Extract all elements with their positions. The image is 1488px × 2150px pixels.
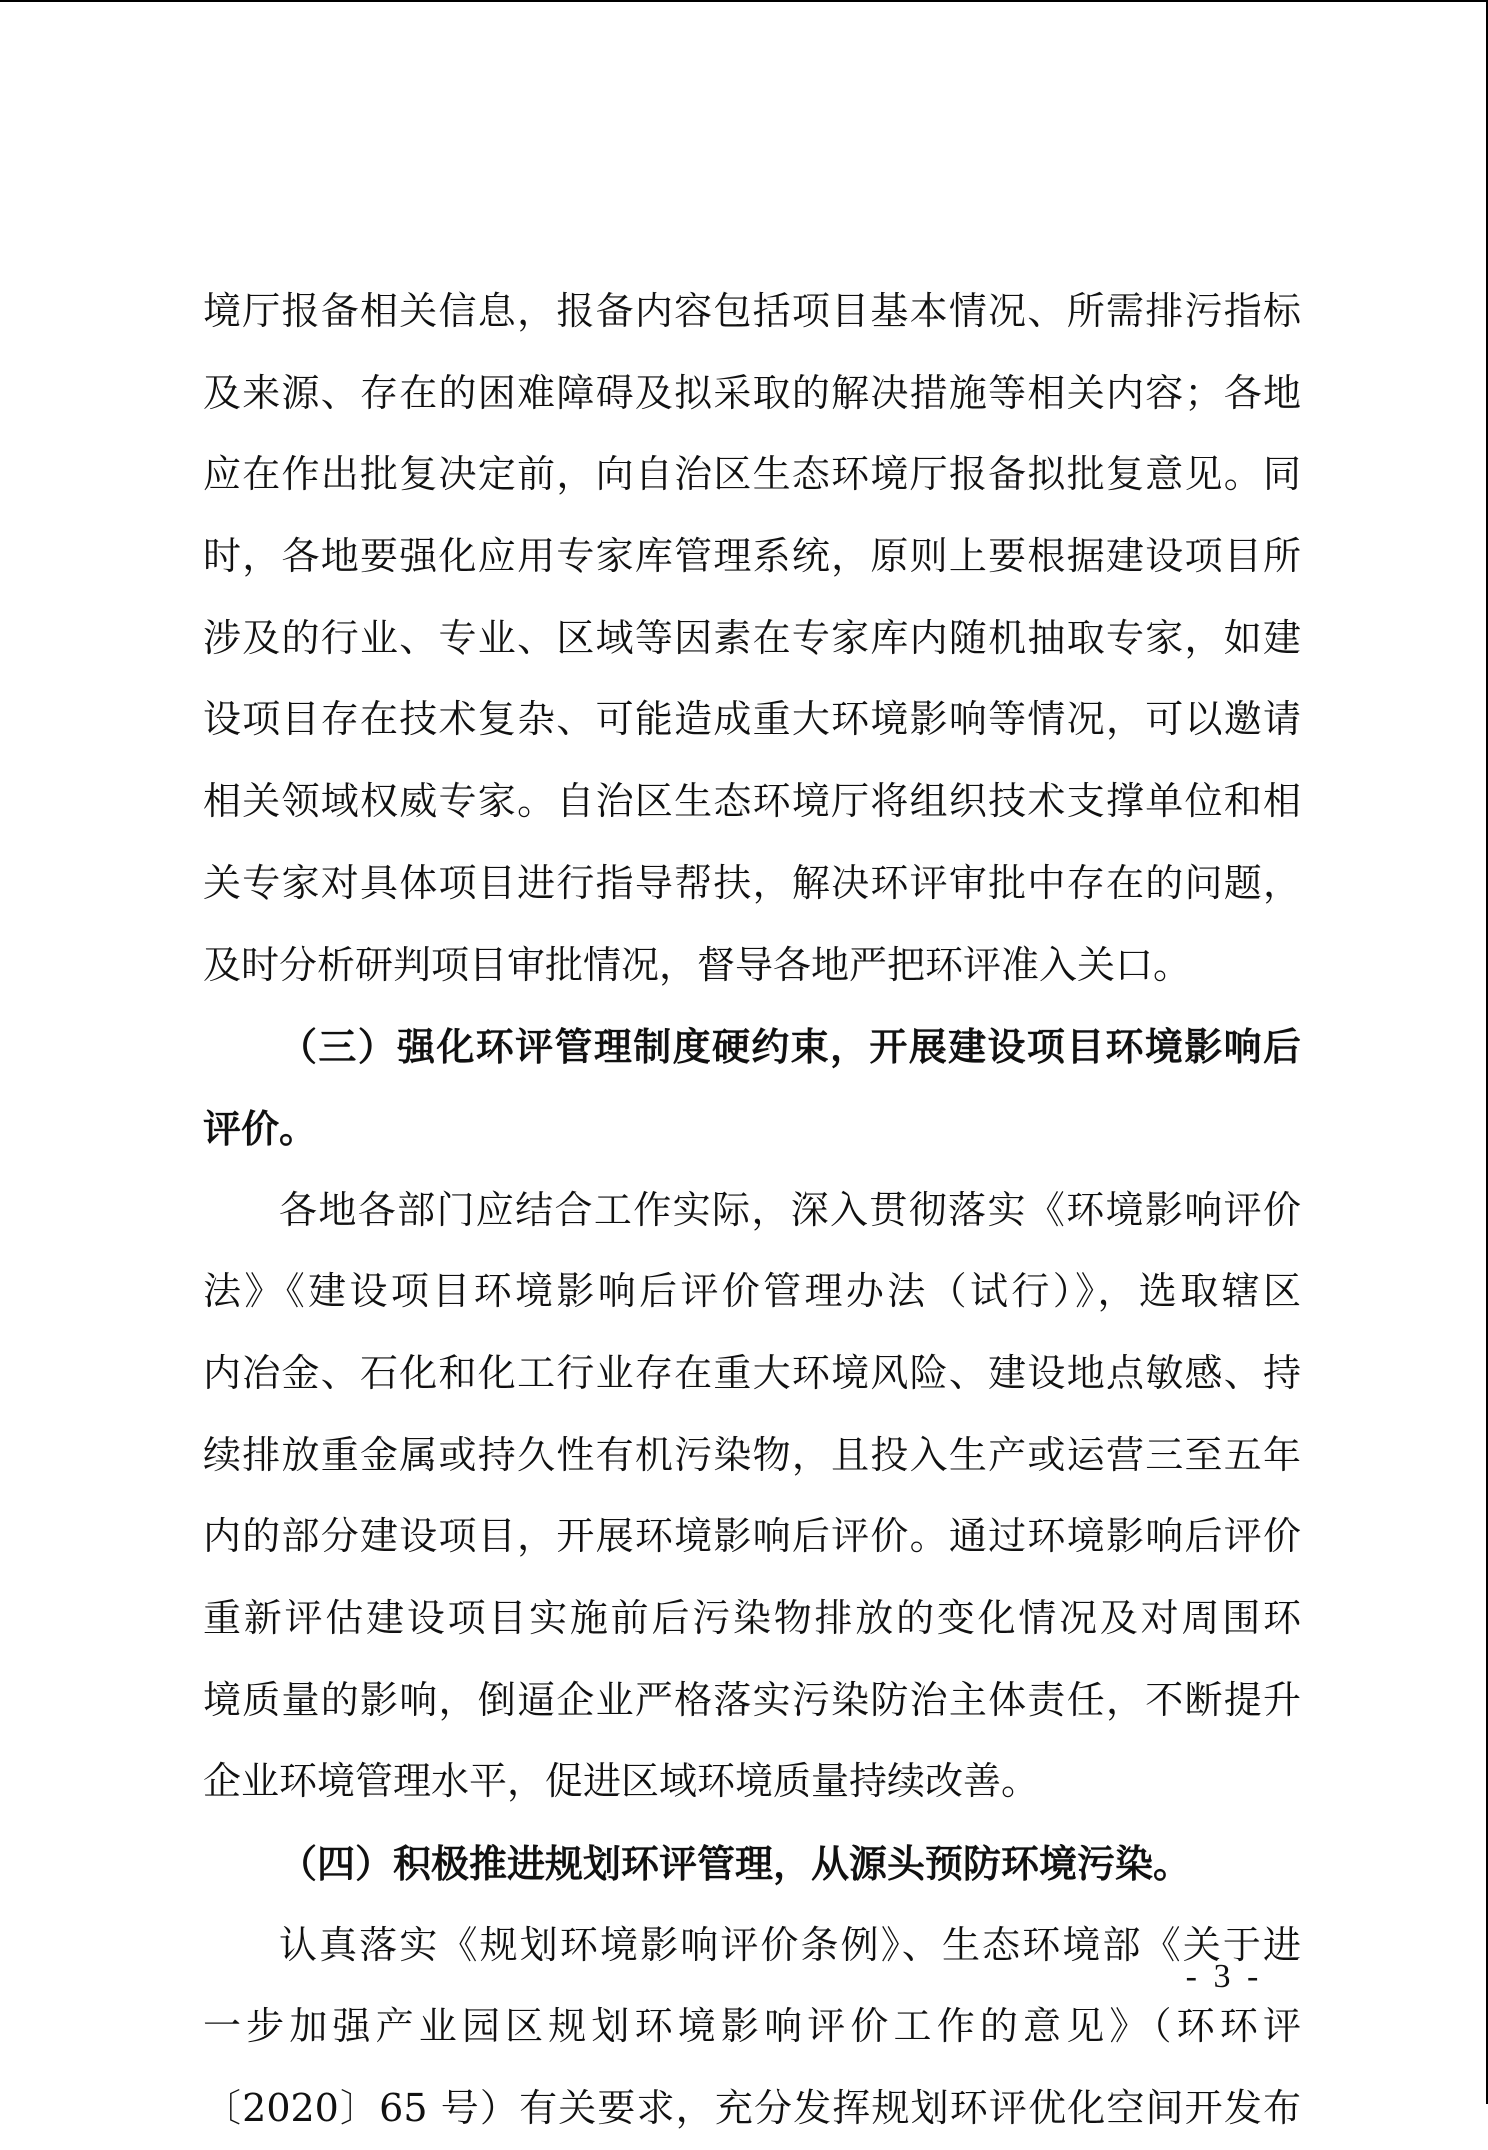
page-number: - 3 - <box>1185 1958 1263 1995</box>
section-heading: 评价。 <box>203 1105 318 1151</box>
text-line: 应在作出批复决定前，向自治区生态环境厅报备拟批复意见。同 <box>203 452 1301 497</box>
text-line: 涉及的行业、专业、区域等因素在专家库内随机抽取专家，如建 <box>203 615 1301 660</box>
text-line: 境质量的影响，倒逼企业严格落实污染防治主体责任，不断提升 <box>203 1677 1301 1722</box>
text-line: 内冶金、石化和化工行业存在重大环境风险、建设地点敏感、持 <box>203 1350 1301 1395</box>
document-body <box>203 271 1301 2150</box>
text-line: 企业环境管理水平，促进区域环境质量持续改善。 <box>203 1759 1040 1804</box>
text-line: 时，各地要强化应用专家库管理系统，原则上要根据建设项目所 <box>203 534 1301 579</box>
text-line: 内的部分建设项目，开展环境影响后评价。通过环境影响后评价 <box>203 1514 1301 1559</box>
text-line: 关专家对具体项目进行指导帮扶，解决环评审批中存在的问题， <box>203 860 1301 905</box>
text-line: 各地各部门应结合工作实际，深入贯彻落实《环境影响评价 <box>279 1187 1301 1232</box>
text-line: 〔2020〕65 号）有关要求，充分发挥规划环评优化空间开发布 <box>203 2086 1301 2131</box>
text-line: 境厅报备相关信息，报备内容包括项目基本情况、所需排污指标 <box>203 289 1301 333</box>
text-line: 及来源、存在的困难障碍及拟采取的解决措施等相关内容；各地 <box>203 370 1301 415</box>
text-line: 相关领域权威专家。自治区生态环境厅将组织技术支撑单位和相 <box>203 779 1301 824</box>
section-heading: （四）积极推进规划环评管理，从源头预防环境污染。 <box>279 1841 1192 1887</box>
text-line: 一步加强产业园区规划环境影响评价工作的意见》（环环评 <box>203 2004 1301 2049</box>
text-line: 重新评估建设项目实施前后污染物排放的变化情况及对周围环 <box>203 1596 1301 1640</box>
text-line: 设项目存在技术复杂、可能造成重大环境影响等情况，可以邀请 <box>203 697 1301 742</box>
text-line: 认真落实《规划环境影响评价条例》、生态环境部《关于进 <box>279 1922 1301 1967</box>
text-line: 法》《建设项目环境影响后评价管理办法（试行）》，选取辖区 <box>203 1269 1301 1314</box>
section-heading: （三）强化环评管理制度硬约束，开展建设项目环境影响后 <box>279 1024 1301 1070</box>
text-line: 及时分析研判项目审批情况，督导各地严把环评准入关口。 <box>203 942 1192 987</box>
text-line: 续排放重金属或持久性有机污染物，且投入生产或运营三至五年 <box>203 1432 1301 1477</box>
